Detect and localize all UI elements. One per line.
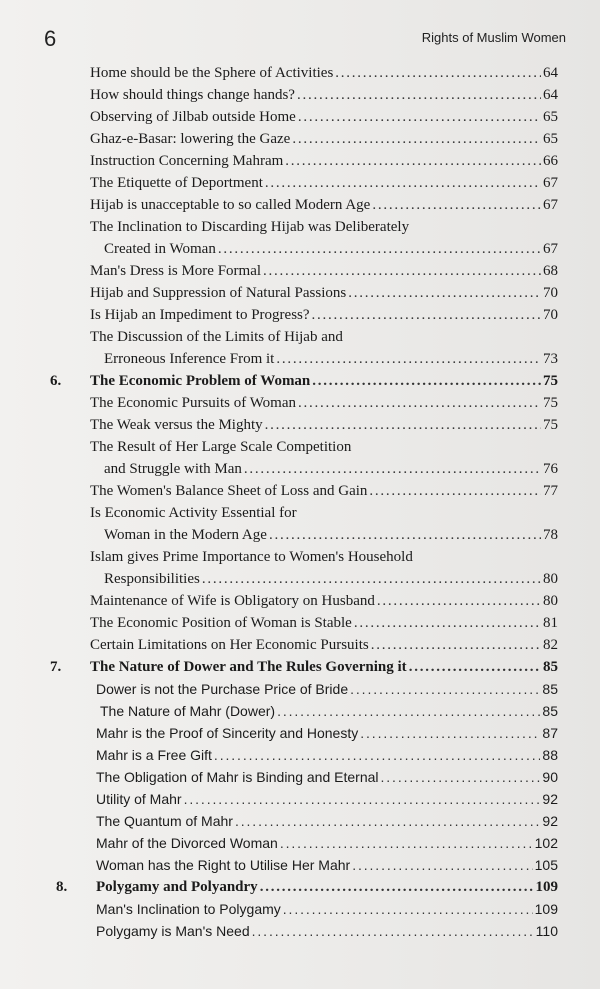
entry-page-number: 70 <box>543 285 558 301</box>
entry-page-number: 110 <box>535 923 558 939</box>
entry-title: Utility of Mahr <box>96 791 182 807</box>
entry-title: Woman has the Right to Utilise Her Mahr <box>96 857 351 873</box>
entry-title: Created in Woman <box>104 241 216 257</box>
leader-dots <box>276 348 541 370</box>
entry-title: Mahr of the Divorced Woman <box>96 835 278 851</box>
entry-title: Islam gives Prime Importance to Women's Household <box>90 549 413 565</box>
entry-title: Hijab and Suppression of Natural Passions <box>90 285 347 301</box>
toc-entry[interactable] <box>96 788 558 810</box>
toc-entry[interactable] <box>90 502 558 524</box>
toc-entry[interactable] <box>100 700 558 722</box>
entry-title: The Economic Position of Woman is Stable <box>90 615 352 631</box>
entry-title: Woman in the Modern Age <box>104 527 267 543</box>
entry-page-number: 67 <box>543 241 558 257</box>
entry-page-number: 105 <box>534 857 558 873</box>
leader-dots <box>381 766 541 788</box>
leader-dots <box>214 744 541 766</box>
entry-title: Maintenance of Wife is Obligatory on Husband <box>90 593 375 609</box>
entry-page-number: 65 <box>543 131 558 147</box>
entry-page-number: 109 <box>535 879 558 895</box>
entry-page-number: 87 <box>542 725 558 741</box>
entry-page-number: 81 <box>543 615 558 631</box>
leader-dots <box>283 898 533 920</box>
toc-entry[interactable] <box>90 436 558 458</box>
entry-title: The Women's Balance Sheet of Loss and Gain <box>90 483 368 499</box>
entry-title: The Inclination to Discarding Hijab was Deliberately <box>90 219 410 235</box>
toc-entry[interactable] <box>90 282 558 304</box>
entry-title: Dower is not the Purchase Price of Bride <box>96 681 349 697</box>
toc-entry[interactable] <box>96 854 558 876</box>
entry-title: The Etiquette of Deportment <box>90 175 263 191</box>
entry-title: Erroneous Inference From it <box>104 351 275 367</box>
entry-page-number: 75 <box>543 417 558 433</box>
entry-title: Man's Inclination to Polygamy <box>96 901 281 917</box>
chapter-number: 8. <box>56 879 68 895</box>
entry-title: Observing of Jilbab outside Home <box>90 109 296 125</box>
leader-dots <box>265 172 541 194</box>
toc-entry[interactable] <box>90 590 558 612</box>
leader-dots <box>252 920 534 942</box>
leader-dots <box>280 832 533 854</box>
entry-page-number: 102 <box>534 835 558 851</box>
entry-title: The Nature of Dower and The Rules Governing it <box>90 659 407 675</box>
entry-title: Responsibilities <box>104 571 200 587</box>
toc-entry[interactable] <box>96 744 558 766</box>
leader-dots <box>409 656 541 678</box>
entry-page-number: 64 <box>543 65 558 81</box>
leader-dots <box>244 458 541 480</box>
entry-title: The Economic Problem of Woman <box>90 373 311 389</box>
leader-dots <box>263 260 541 282</box>
leader-dots <box>292 128 541 150</box>
toc-entry[interactable] <box>104 348 558 370</box>
leader-dots <box>235 810 540 832</box>
entry-page-number: 85 <box>543 659 558 675</box>
entry-page-number: 78 <box>543 527 558 543</box>
entry-title: Home should be the Sphere of Activities <box>90 65 334 81</box>
toc-entry[interactable] <box>90 480 558 502</box>
chapter-entry[interactable] <box>96 876 558 898</box>
chapter-entry[interactable] <box>90 656 558 678</box>
entry-title: Mahr is the Proof of Sincerity and Honesty <box>96 725 359 741</box>
leader-dots <box>265 414 541 436</box>
leader-dots <box>348 282 541 304</box>
toc-entry[interactable] <box>90 634 558 656</box>
leader-dots <box>298 392 541 414</box>
entry-title: Is Hijab an Impediment to Progress? <box>90 307 310 323</box>
entry-page-number: 90 <box>542 769 558 785</box>
leader-dots <box>285 150 541 172</box>
entry-page-number: 80 <box>543 593 558 609</box>
toc-entry[interactable] <box>104 458 558 480</box>
entry-page-number: 67 <box>543 175 558 191</box>
entry-title: The Result of Her Large Scale Competition <box>90 439 352 455</box>
entry-page-number: 66 <box>543 153 558 169</box>
entry-page-number: 64 <box>543 87 558 103</box>
toc-entry[interactable] <box>90 260 558 282</box>
leader-dots <box>202 568 541 590</box>
entry-page-number: 109 <box>534 901 558 917</box>
toc-entry[interactable] <box>90 172 558 194</box>
entry-title: The Obligation of Mahr is Binding and Eternal <box>96 769 379 785</box>
entry-title: Instruction Concerning Mahram <box>90 153 284 169</box>
toc-entry[interactable] <box>90 612 558 634</box>
entry-page-number: 73 <box>543 351 558 367</box>
entry-title: Hijab is unacceptable to so called Modern Age <box>90 197 371 213</box>
entry-page-number: 77 <box>543 483 558 499</box>
toc-entry[interactable] <box>96 810 558 832</box>
entry-title: Is Economic Activity Essential for <box>90 505 297 521</box>
leader-dots <box>312 370 541 392</box>
entry-title: The Discussion of the Limits of Hijab and <box>90 329 343 345</box>
entry-page-number: 68 <box>543 263 558 279</box>
page-number: 6 <box>44 26 57 51</box>
entry-page-number: 92 <box>542 791 558 807</box>
leader-dots <box>335 62 541 84</box>
toc-entry[interactable] <box>90 84 558 106</box>
entry-page-number: 65 <box>543 109 558 125</box>
leader-dots <box>218 238 541 260</box>
toc-entry[interactable] <box>90 326 558 348</box>
toc-entry[interactable] <box>104 238 558 260</box>
leader-dots <box>377 590 541 612</box>
toc-entry[interactable] <box>90 62 558 84</box>
leader-dots <box>260 876 534 898</box>
entry-title: Polygamy is Man's Need <box>96 923 250 939</box>
toc-entry[interactable] <box>96 832 558 854</box>
toc-entry[interactable] <box>90 304 558 326</box>
entry-title: Certain Limitations on Her Economic Pursuits <box>90 637 369 653</box>
leader-dots <box>360 722 540 744</box>
leader-dots <box>277 700 540 722</box>
leader-dots <box>371 634 541 656</box>
leader-dots <box>184 788 541 810</box>
toc-entry[interactable] <box>104 568 558 590</box>
toc-entry[interactable] <box>90 392 558 414</box>
toc-entry[interactable] <box>90 150 558 172</box>
entry-title: Man's Dress is More Formal <box>90 263 262 279</box>
entry-title: Ghaz-e-Basar: lowering the Gaze <box>90 131 291 147</box>
leader-dots <box>352 854 532 876</box>
entry-page-number: 75 <box>543 395 558 411</box>
entry-page-number: 82 <box>543 637 558 653</box>
toc-entry[interactable] <box>96 766 558 788</box>
leader-dots <box>312 304 541 326</box>
entry-page-number: 92 <box>542 813 558 829</box>
leader-dots <box>369 480 541 502</box>
chapter-number: 7. <box>50 659 62 675</box>
leader-dots <box>297 84 541 106</box>
entry-title: Mahr is a Free Gift <box>96 747 212 763</box>
entry-page-number: 67 <box>543 197 558 213</box>
leader-dots <box>354 612 541 634</box>
entry-title: How should things change hands? <box>90 87 295 103</box>
entry-title: Polygamy and Polyandry <box>96 879 258 895</box>
toc-entry[interactable] <box>104 524 558 546</box>
leader-dots <box>269 524 541 546</box>
entry-title: and Struggle with Man <box>104 461 242 477</box>
running-head: Rights of Muslim Women <box>421 30 566 45</box>
chapter-entry[interactable] <box>90 370 558 392</box>
entry-page-number: 88 <box>542 747 558 763</box>
entry-title: The Nature of Mahr (Dower) <box>100 703 276 719</box>
toc-entry[interactable] <box>96 898 558 920</box>
entry-title: The Economic Pursuits of Woman <box>90 395 296 411</box>
toc-entry[interactable] <box>90 414 558 436</box>
toc-entry[interactable] <box>96 722 558 744</box>
entry-title: The Weak versus the Mighty <box>90 417 263 433</box>
entry-page-number: 85 <box>542 681 558 697</box>
toc-entry[interactable] <box>90 106 558 128</box>
leader-dots <box>298 106 541 128</box>
toc-entry[interactable] <box>90 128 558 150</box>
entry-page-number: 75 <box>543 373 558 389</box>
toc-entry[interactable] <box>90 194 558 216</box>
entry-page-number: 70 <box>543 307 558 323</box>
toc-entry[interactable] <box>96 920 558 942</box>
leader-dots <box>350 678 540 700</box>
leader-dots <box>372 194 541 216</box>
entry-page-number: 76 <box>543 461 558 477</box>
toc-entry[interactable] <box>96 678 558 700</box>
toc-entry[interactable] <box>90 216 558 238</box>
entry-title: The Quantum of Mahr <box>96 813 233 829</box>
toc-entry[interactable] <box>90 546 558 568</box>
entry-page-number: 85 <box>542 703 558 719</box>
entry-page-number: 80 <box>543 571 558 587</box>
chapter-number: 6. <box>50 373 62 389</box>
